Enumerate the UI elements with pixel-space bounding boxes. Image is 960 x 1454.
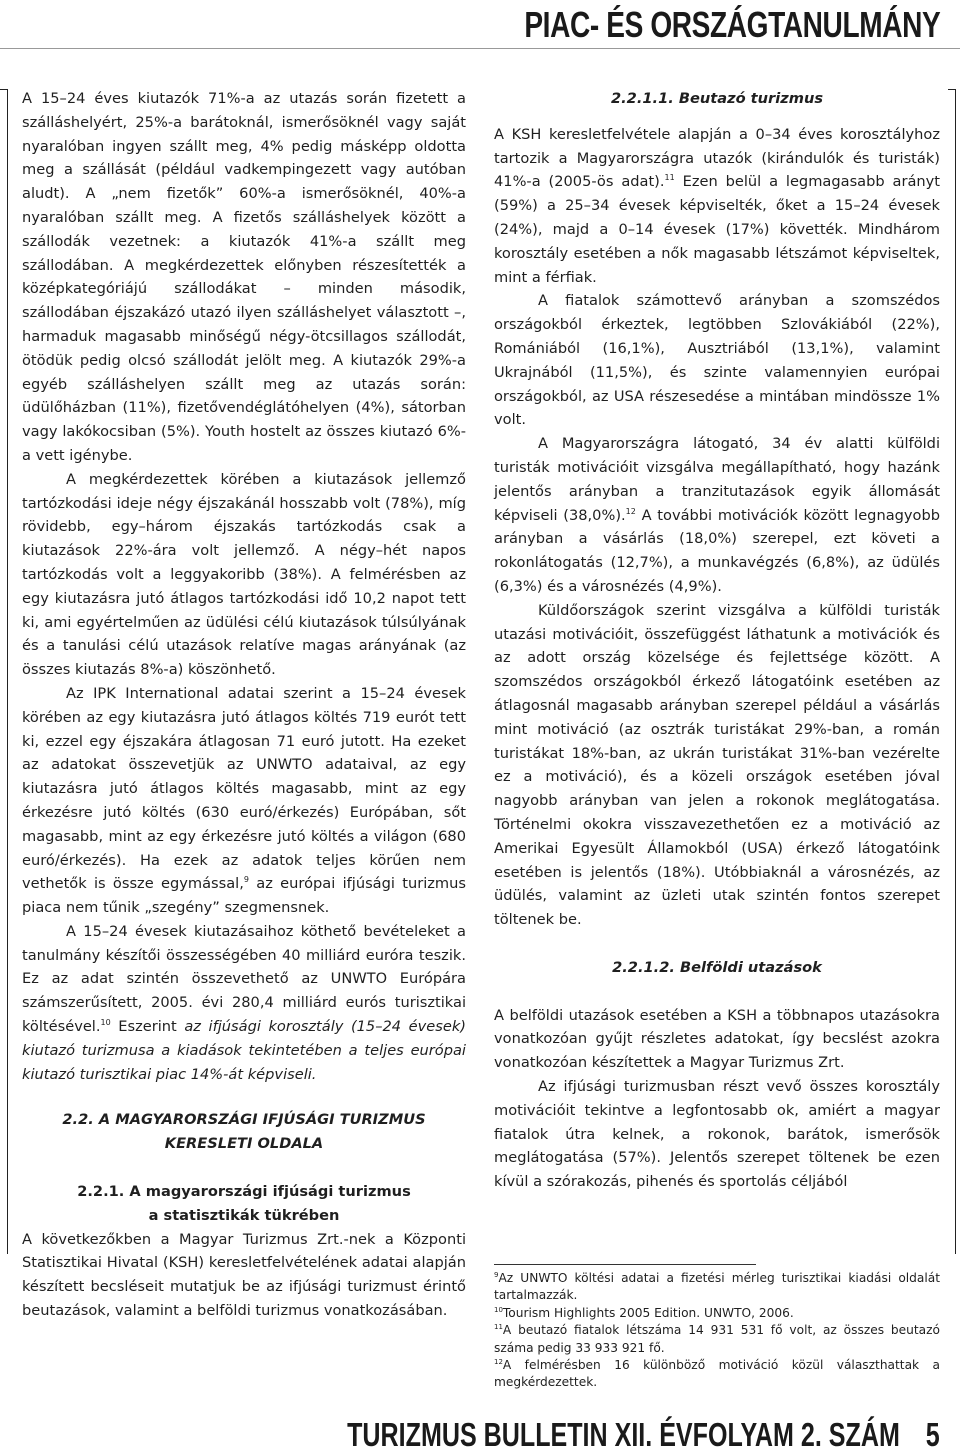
footnotes xyxy=(494,1270,940,1392)
right-paragraph-5: A belföldi utazások esetében a KSH a többnapos utazásokra vonatkozóan gyűjt részletes adatokat, így becslést azokra vonatkozóan készítettek a Magyar Turizmus Zrt. xyxy=(494,1006,940,1072)
right-frame-tick xyxy=(948,89,956,90)
footnote-ref-11: 11 xyxy=(664,173,675,183)
right-paragraph-6: Az ifjúsági turizmusban részt vevő összes korosztály motivációit tekintve a legfontosabb ok, amiért a magyar fiatalok útra kelnek, a rokonok, barátok, ismerősök meglátogatása (57%). Jelentős szerepet töltenek be ezen kívül a szórakozás, pihenés és sportolás céljából xyxy=(494,1078,940,1191)
section-heading-2-2-1-2: 2.2.1.2. Belföldi utazások xyxy=(612,958,822,976)
footer-title: TURIZMUS BULLETIN XII. ÉVFOLYAM 2. SZÁM xyxy=(347,1416,901,1453)
page-header-title: PIAC- ÉS ORSZÁGTANULMÁNY xyxy=(524,4,940,45)
left-frame-line xyxy=(7,89,8,1254)
footnote-rule xyxy=(494,1264,756,1265)
section-heading-2-2-1: 2.2.1. A magyarországi ifjúsági turizmus a statisztikák tükrében xyxy=(77,1183,411,1224)
left-paragraph-4: A 15–24 évesek kiutazásaihoz köthető bevételeket a tanulmány készítői összességében 40 milliárd euróra teszik. Ez az adat szintén összevethető az UNWTO Európára számszerűsített, 2005. évi 280,4 milliárd eurós turisztikai költésével.$^{10}$ Eszerint az ifjúsági korosztály (15–24 évesek) kiutazó turizmusa a kiadások tekintetében a teljes európai kiutazó turisztikai piac 14%-át képviseli. xyxy=(22,922,466,1083)
header-rule xyxy=(0,48,960,49)
left-frame-tick xyxy=(0,89,8,90)
right-frame-line xyxy=(955,89,956,1254)
left-paragraph-1: A 15–24 éves kiutazók 71%-a az utazás során fizetett a szálláshelyért, 25%-a barátoknál, ismerősöknél vagy saját nyaralóban ingyen szállt meg, 4% pedig másképp oldotta meg a szállását (például vadkempingezett vagy autóban aludt). A „nem fizetők” 60%-a ismerősöknél, 40%-a nyaralóban szállt meg. A fizetős szálláshelyek között a szállodák vezetnek: a kiutazók 41%-a szállt meg szállodában. A megkérdezettek előnyben részesítették a középkategóriájú szállodákat – minden második, szállodában éjszakázó utazó ilyen szálláshelyet választott –, harmaduk magasabb minőségű négy-ötcsillagos szállodát, ötödük pedig olcsó szállodát jelölt meg. A kiutazók 29%-a egyéb szálláshelyen szállt meg az utazás során: üdülőházban (11%), fizetővendéglátóhelyen (4%), sátorban vagy lakókocsiban (5%). Youth hostelt az összes kiutazó 6%-a vett igénybe. xyxy=(22,90,466,464)
footnote-11: $^{11}$A beutazó fiatalok létszáma 14 931 531 fő volt, az összes beutazó száma pedig 33 933 921 fő. xyxy=(494,1323,940,1355)
section-heading-2-2: 2.2. A MAGYARORSZÁGI IFJÚSÁGI TURIZMUS KERESLETI OLDALA xyxy=(62,1111,426,1153)
left-paragraph-2: A megkérdezettek körében a kiutazások jellemző tartózkodási ideje négy éjszakánál hosszabb volt (78%), míg rövidebb, egy–három éjszakás tartózkodás csak a kiutazások 22%-ára volt jellemző. A négy–hét napos tartózkodás volt a leggyakoribb (38%). A felmérésben az egy kiutazásra jutó átlagos tartózkodási idő 10,2 napot tett ki, ami egyértelműen az üdülési célú kiutazások túlsúlyának és a tanulási célú utazások relatíve magas arányának (az összes kiutazás 8%-a) köszönhető. xyxy=(22,470,466,679)
left-column xyxy=(22,87,466,1323)
left-paragraph-3: Az IPK International adatai szerint a 15–24 évesek körében az egy kiutazásra jutó átlagos költés 719 eurót tett ki, ezzel egy éjszakára átlagosan 71 euró jutott. Ha ezeket az adatokat összevetjük az UNWTO adataival, az egy kiutazásra jutó átlagos költés magasabb, mint az egy érkezésre jutó költés (630 euró/érkezés) Európában, sőt magasabb, mint az egy érkezésre jutó költés a világon (680 euró/érkezés). Ha ezek az adatok teljes körűen nem vethetők is össze egymással,$^9$ az európai ifjúsági turizmus piaca nem tűnik „szegény” szegmensnek. xyxy=(22,684,466,917)
right-paragraph-3: A Magyarországra látogató, 34 év alatti külföldi turisták motivációit vizsgálva megállapítható, hogy hazánk jelentős arányban a tranzitutazások egyik állomását képviseli (38,0%).$^{12}$ A további motivációk között legnagyobb arányban a vásárlás (18,0%) szerepel, ezt követi a rokonlátogatás (12,7%), a munkavégzés (6,8%), az üdülés (6,3%) és a városnézés (4,9%). xyxy=(494,435,940,595)
footnote-12: $^{12}$A felmérésben 16 különböző motiváció közül választhattak a megkérdezettek. xyxy=(494,1358,940,1390)
footnote-ref-10: 10 xyxy=(100,1018,111,1028)
footnote-9: $^9$Az UNWTO költési adatai a fizetési mérleg turisztikai kiadási oldalát tartalmazzák. xyxy=(494,1271,940,1303)
footnote-ref-9: 9 xyxy=(243,875,249,885)
right-paragraph-4: Küldőországok szerint vizsgálva a külföldi turisták utazási motivációit, összefüggést láthatunk a motivációk és az adott ország közelsége és fejlettsége között. A szomszédos országokból érkező látogatóink esetében az átlagosnál magasabb arányban szerepel például a vásárlás mint motiváció (az osztrák turistákat 29%-ban, a román turistákat 18%-ban, az ukrán turistákat 31%-ban vezérelte ez a motiváció), és a közeli országok esetében jóval nagyobb arányban van jelen a rokonok meglátogatása. Történelmi okokra visszavezethetően ez a motiváció az Amerikai Egyesült Államokból (USA) érkező látogatóink esetében is jelentős (18%). Utóbbiaknál a városnézés, az üdülés, valamint az üzleti utak szintén fontos szerepet töltenek be. xyxy=(494,601,940,929)
footnote-ref-12: 12 xyxy=(625,506,636,516)
page-footer xyxy=(347,1416,940,1454)
right-paragraph-2: A fiatalok számottevő arányban a szomszédos országokból érkeztek, legtöbben Szlovákiából (22%), Romániából (16,1%), Ausztriából (13,1%), valamint Ukrajnából (11,5%), és szinte valamennyien európai országokból, az USA részesedése a mintában mindössze 1% volt. xyxy=(494,292,940,429)
right-paragraph-1: A KSH keresletfelvétele alapján a 0–34 éves korosztályhoz tartozik a Magyarországra utazók (kirándulók és turisták) 41%-a (2005-ös adat).$^{11}$ Ezen belül a legmagasabb arányt (59%) a 25–34 évesek képviselték, őket a 15–24 évesek (24%), majd a 0–14 évesek (17%) követték. Mindhárom korosztály esetében a nők magasabb létszámot képviseltek, mint a férfiak. xyxy=(494,125,941,286)
section-heading-2-2-1-1: 2.2.1.1. Beutazó turizmus xyxy=(610,90,824,107)
right-column xyxy=(494,87,940,1194)
page-number: 5 xyxy=(926,1416,940,1453)
italic-emphasis: az ifjúsági korosztály (15–24 évesek) kiutazó turizmusa a kiadások tekintetében a teljes európai kiutazó turisztikai piac 14%-át képviseli. xyxy=(22,1018,466,1083)
footnote-10: $^{10}$Tourism Highlights 2005 Edition. UNWTO, 2006. xyxy=(494,1305,794,1320)
left-paragraph-5: A következőkben a Magyar Turizmus Zrt.-nek a Központi Statisztikai Hivatal (KSH) keresletfelvételének adatai alapján készített becsléseit mutatjuk be az ifjúsági turizmust érintő beutazások, valamint a belföldi turizmus vonatkozásában. xyxy=(22,1230,466,1320)
